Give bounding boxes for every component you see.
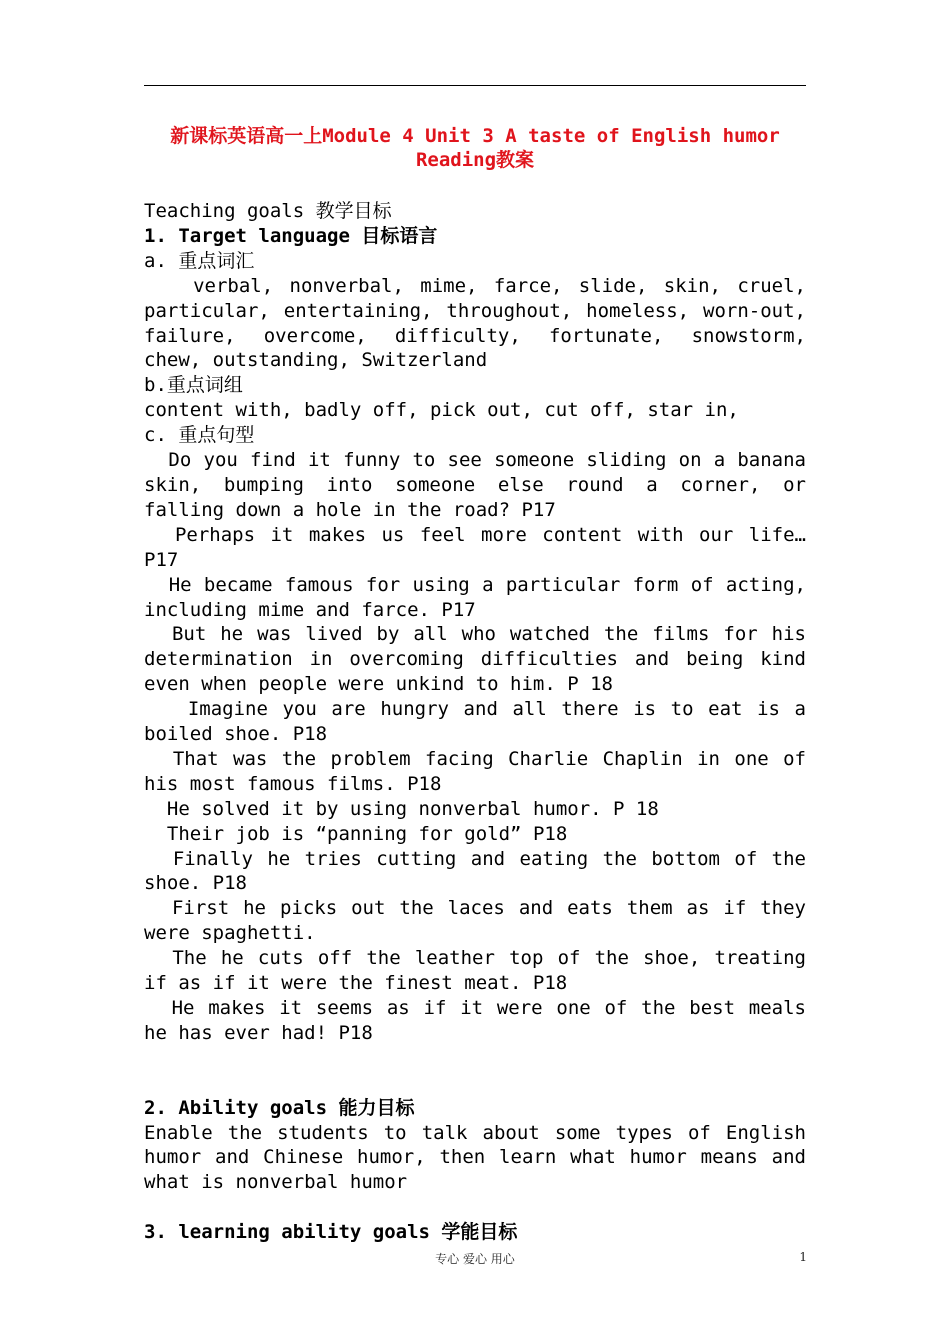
teaching-goals-heading: Teaching goals 教学目标 [144, 200, 392, 222]
key-sentences-label: c. 重点句型 [144, 424, 255, 447]
key-sentence: He solved it by using nonverbal humor. P 18 [144, 797, 659, 820]
key-sentence: Do you find it funny to see someone sliding on a banana skin, bumping into someone else round a corner, or falling down a hole in the road? P17 [144, 449, 818, 521]
key-sentences-list [144, 448, 818, 1046]
title-line-1: 新课标英语高一上Module 4 Unit 3 A taste of English humor [170, 125, 780, 147]
key-vocabulary-list: verbal, nonverbal, mime, farce, slide, skin, cruel, particular, entertaining, throughout, homeless, worn-out, failure, overcome, difficulty, fortunate, snowstorm, chew, outstanding, Switzerland [144, 274, 818, 372]
key-phrases-label: b.重点词组 [144, 374, 243, 397]
target-language-heading: 1. Target language 目标语言 [144, 224, 438, 247]
key-phrases-list: content with, badly off, pick out, cut off, star in, [144, 399, 739, 422]
key-sentence: Perhaps it makes us feel more content with our life… P17 [144, 523, 818, 571]
document-title [144, 124, 806, 172]
key-sentence: But he was lived by all who watched the films for his determination in overcoming difficulties and being kind even when people were unkind to him. P 18 [144, 623, 818, 696]
key-sentence: He makes it seems as if it were one of the best meals he has ever had! P18 [144, 997, 818, 1044]
key-sentence: Imagine you are hungry and all there is to eat is a boiled shoe. P18 [144, 698, 818, 746]
key-vocabulary-label: a. 重点词汇 [144, 249, 255, 272]
spacer [144, 1046, 806, 1096]
ability-goals-heading: 2. Ability goals 能力目标 [144, 1096, 415, 1119]
key-sentence: Their job is “panning for gold” P18 [144, 822, 568, 845]
ability-goals-text: Enable the students to talk about some types of English humor and Chinese humor, then learn what humor means and what is nonverbal humor [144, 1121, 806, 1194]
key-sentence: First he picks out the laces and eats them as if they were spaghetti. [144, 897, 818, 945]
title-line-2: Reading教案 [415, 149, 535, 171]
key-sentence: That was the problem facing Charlie Chaplin in one of his most famous films. P18 [144, 747, 818, 795]
spacer [144, 1195, 806, 1220]
key-sentence: He became famous for using a particular form of acting, including mime and farce. P17 [144, 573, 818, 621]
page-footer-text: 专心 爱心 用心 [435, 1252, 515, 1266]
document-body [144, 199, 818, 1245]
learning-ability-goals-heading: 3. learning ability goals 学能目标 [144, 1221, 518, 1244]
header-rule [144, 85, 806, 86]
page-number: 1 [799, 1250, 807, 1264]
key-sentence: The he cuts off the leather top of the shoe, treating if as if it were the finest meat. P18 [144, 947, 818, 995]
key-sentence: Finally he tries cutting and eating the bottom of the shoe. P18 [144, 847, 818, 895]
